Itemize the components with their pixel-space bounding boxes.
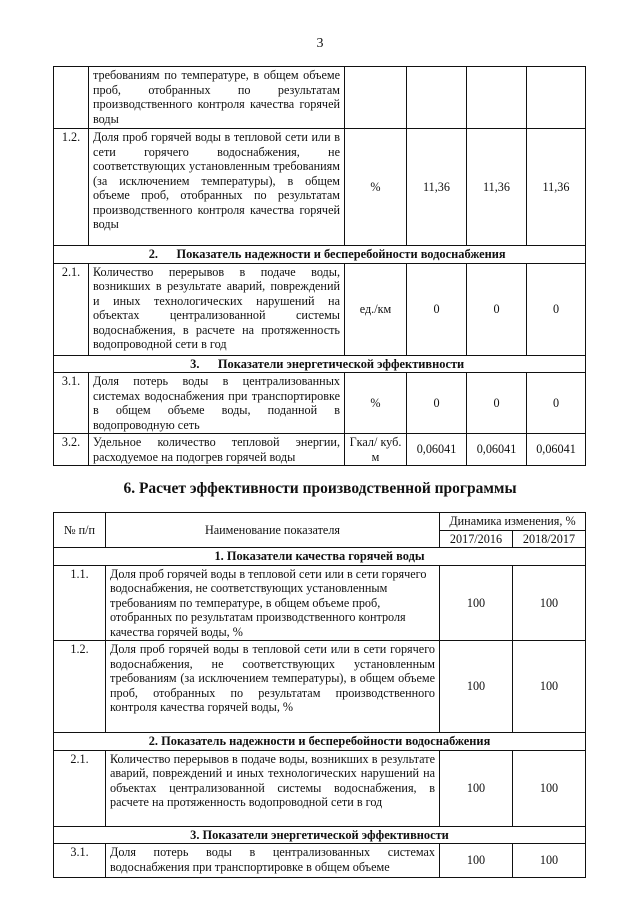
table-row bbox=[54, 67, 586, 129]
value-cell: 0 bbox=[407, 263, 467, 355]
table-row bbox=[54, 750, 586, 826]
section-title: 6. Расчет эффективности производственной программы bbox=[123, 480, 517, 497]
section-row bbox=[54, 355, 586, 373]
indicator-text: требованиям по температуре, в общем объеме проб, отобранных по результатам производственного контроля качества горячей воды bbox=[89, 67, 345, 129]
header-row bbox=[54, 513, 586, 531]
section-heading: 2. Показатель надежности и бесперебойности водоснабжения bbox=[54, 733, 586, 751]
indicator-text: Доля проб горячей воды в тепловой сети или в сети горячего водоснабжения, не соответствующих установленным требованиям (за исключением температуры), в общем объеме проб, отобранных по результатам производственного контроля качества горячей воды bbox=[89, 129, 345, 246]
row-number: 1.1. bbox=[54, 565, 106, 641]
value-cell: 100 bbox=[513, 844, 586, 878]
indicators-table bbox=[53, 66, 586, 466]
page-number: 3 bbox=[316, 36, 324, 51]
section-heading: 3. Показатели энергетической эффективности bbox=[54, 826, 586, 844]
row-number: 3.1. bbox=[54, 373, 89, 434]
indicator-text: Доля проб горячей воды в тепловой сети или в сети горячего водоснабжения, не соответствующих установленным требованиям по температуре, в общем объеме проб, отобранных по результатам производственного контроля качества горячей воды, % bbox=[106, 565, 440, 641]
header-number: № п/п bbox=[54, 513, 106, 548]
section-heading: Показатель надежности и бесперебойности водоснабжения bbox=[176, 247, 506, 261]
indicator-text: Количество перерывов в подаче воды, возникших в результате аварий, повреждений и иных технологических нарушений на объектах централизованной системы водоснабжения, в расчете на протяженность водопроводной сети в год bbox=[106, 750, 440, 826]
row-number: 1.2. bbox=[54, 641, 106, 733]
header-name: Наименование показателя bbox=[106, 513, 440, 548]
value-cell: 100 bbox=[440, 750, 513, 826]
indicator-text: Доля проб горячей воды в тепловой сети или в сети горячего водоснабжения, не соответствующих установленным требованиям (за исключением температуры), в общем объеме проб, отобранных по результатам производственного контроля качества горячей воды, % bbox=[106, 641, 440, 733]
table-row bbox=[54, 434, 586, 466]
value-cell: 11,36 bbox=[407, 129, 467, 246]
value-cell: 100 bbox=[513, 750, 586, 826]
value-cell: 11,36 bbox=[527, 129, 586, 246]
value-cell: 0 bbox=[527, 263, 586, 355]
row-number bbox=[54, 67, 89, 129]
value-cell: 0 bbox=[527, 373, 586, 434]
row-number: 3.2. bbox=[54, 434, 89, 466]
value-cell: 100 bbox=[440, 844, 513, 878]
row-number: 2.1. bbox=[54, 750, 106, 826]
row-number: 3.1. bbox=[54, 844, 106, 878]
section-row bbox=[54, 826, 586, 844]
unit-cell: % bbox=[345, 129, 407, 246]
section-row bbox=[54, 733, 586, 751]
section-number: 2. bbox=[148, 247, 158, 261]
section-heading: Показатели энергетической эффективности bbox=[217, 356, 465, 371]
value-cell: 0,06041 bbox=[407, 434, 467, 466]
unit-cell: ед./км bbox=[345, 263, 407, 355]
section-number: 3. bbox=[190, 356, 200, 371]
value-cell: 100 bbox=[513, 641, 586, 733]
table-row bbox=[54, 373, 586, 434]
value-cell: 100 bbox=[440, 641, 513, 733]
indicator-text: Удельное количество тепловой энергии, расходуемое на подогрев горячей воды bbox=[89, 434, 345, 466]
header-dynamics: Динамика изменения, % bbox=[440, 513, 586, 531]
section-row bbox=[54, 548, 586, 566]
table-row bbox=[54, 565, 586, 641]
table-row bbox=[54, 641, 586, 733]
value-cell: 0 bbox=[467, 263, 527, 355]
indicator-text: Количество перерывов в подаче воды, возникших в результате аварий, повреждений и иных технологических нарушений на объектах централизованной системы водоснабжения, в расчете на протяженность водопроводной сети в год bbox=[89, 263, 345, 355]
indicator-text: Доля потерь воды в централизованных системах водоснабжения при транспортировке в общем объеме воды, поданной в водопроводную сеть bbox=[89, 373, 345, 434]
efficiency-table bbox=[53, 512, 586, 878]
table-row bbox=[54, 263, 586, 355]
value-cell: 100 bbox=[440, 565, 513, 641]
value-cell: 100 bbox=[513, 565, 586, 641]
row-number: 1.2. bbox=[54, 129, 89, 246]
unit-cell: % bbox=[345, 373, 407, 434]
value-cell: 0 bbox=[407, 373, 467, 434]
table-row bbox=[54, 129, 586, 246]
section-heading: 1. Показатели качества горячей воды bbox=[54, 548, 586, 566]
value-cell bbox=[467, 67, 527, 129]
section-row bbox=[54, 246, 586, 264]
value-cell: 11,36 bbox=[467, 129, 527, 246]
value-cell: 0,06041 bbox=[467, 434, 527, 466]
value-cell bbox=[527, 67, 586, 129]
header-year: 2018/2017 bbox=[513, 530, 586, 548]
value-cell: 0 bbox=[467, 373, 527, 434]
value-cell: 0,06041 bbox=[527, 434, 586, 466]
value-cell bbox=[407, 67, 467, 129]
row-number: 2.1. bbox=[54, 263, 89, 355]
indicator-text: Доля потерь воды в централизованных системах водоснабжения при транспортировке в общем объеме bbox=[106, 844, 440, 878]
unit-cell: Гкал/ куб. м bbox=[345, 434, 407, 466]
table-row bbox=[54, 844, 586, 878]
unit-cell bbox=[345, 67, 407, 129]
header-year: 2017/2016 bbox=[440, 530, 513, 548]
